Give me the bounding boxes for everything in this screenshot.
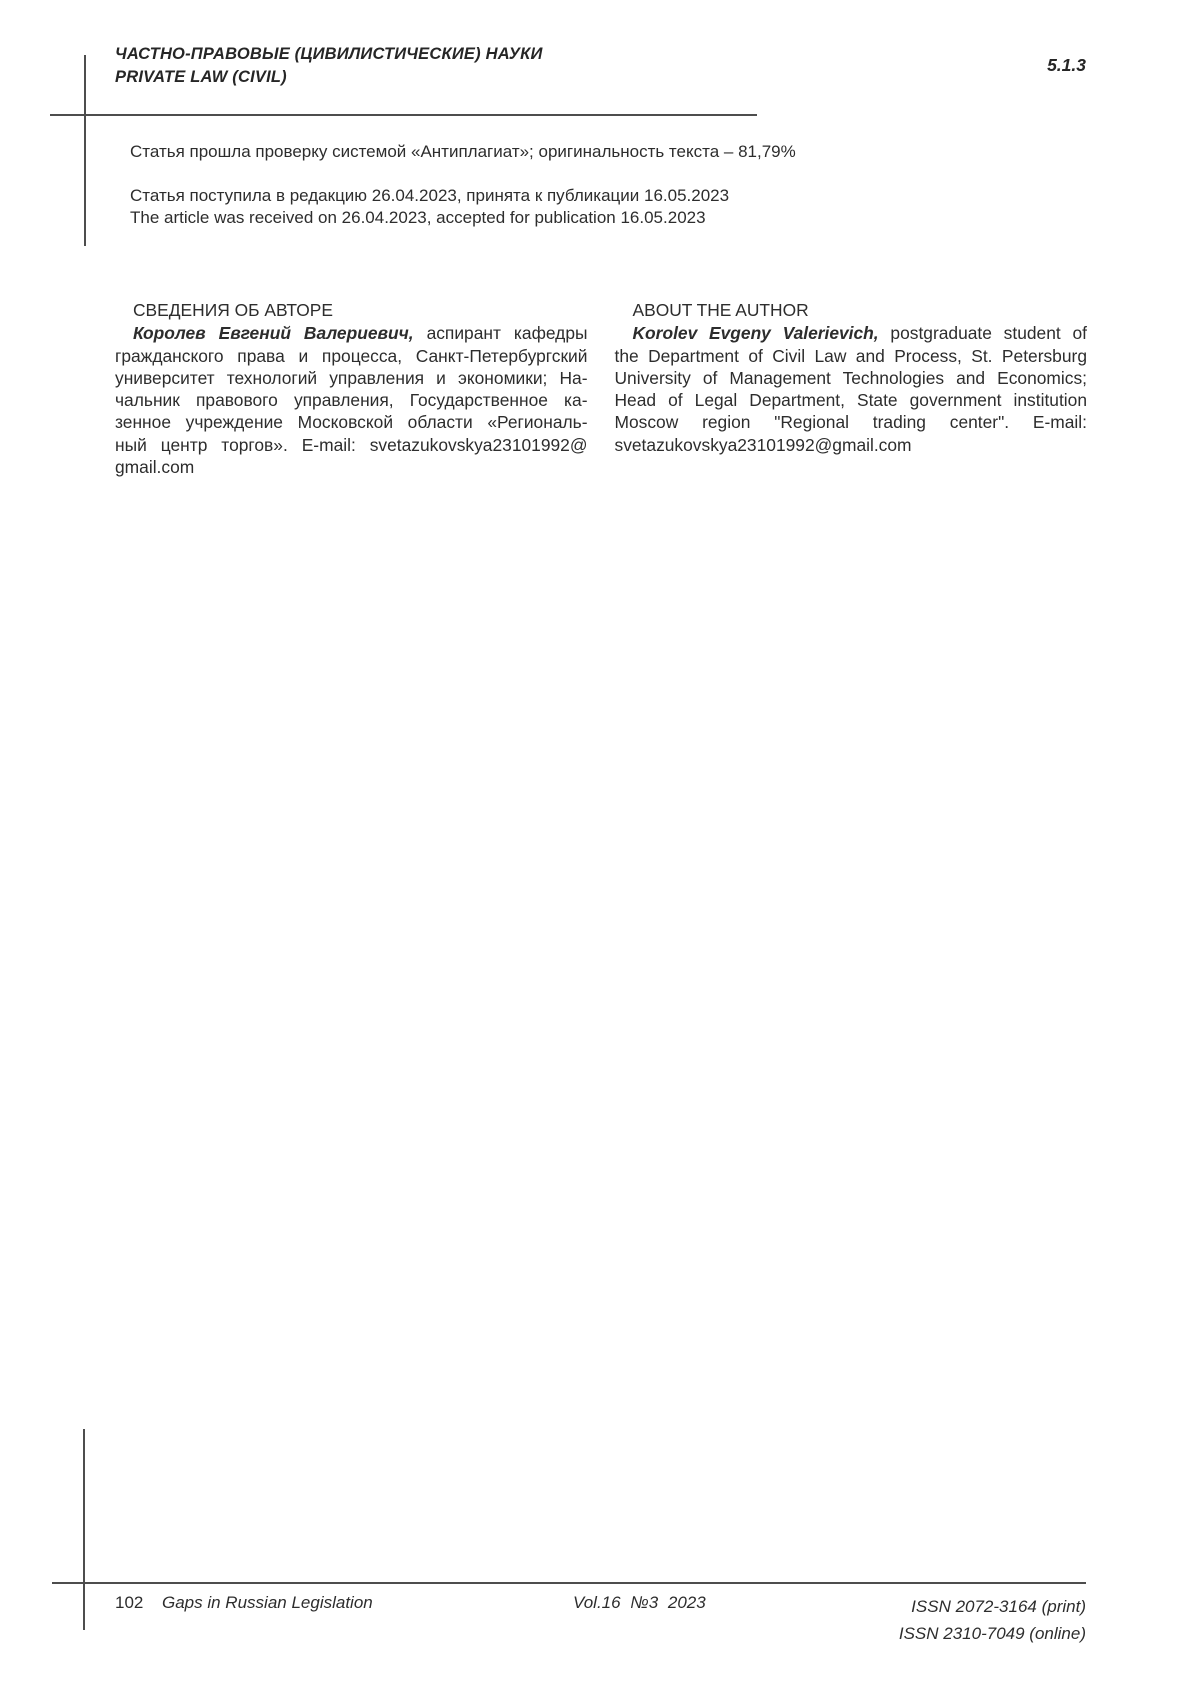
received-dates-en: The article was received on 26.04.2023, accepted for publication 16.05.2023 xyxy=(130,207,706,227)
footer-rule xyxy=(52,1582,1086,1584)
issn-online: ISSN 2310-7049 (online) xyxy=(898,1624,1086,1643)
header-rubric xyxy=(115,43,543,89)
about-author-ru-text xyxy=(115,345,588,479)
rubric-line-ru: ЧАСТНО-ПРАВОВЫЕ (ЦИВИЛИСТИЧЕСКИЕ) НАУКИ xyxy=(115,45,543,63)
journal-title: Gaps in Russian Legislation xyxy=(162,1593,373,1612)
page-number: 102 xyxy=(115,1593,144,1612)
about-ru-line: ный центр торгов». E-mail: svetazukovskya23101992@ xyxy=(115,434,588,455)
about-ru-first-line xyxy=(115,322,588,344)
margin-line-bottom xyxy=(83,1429,85,1630)
received-dates xyxy=(130,185,729,228)
about-ru-first-line-rest: аспирант кафедры xyxy=(426,323,588,344)
issn-block xyxy=(899,1593,1086,1647)
about-en-line: Head of Legal Department, State government institution xyxy=(614,390,1087,411)
about-en-line: Moscow region "Regional trading center". E-mail: xyxy=(614,412,1087,433)
about-ru-line: зенное учреждение Московской области «Региональ- xyxy=(115,412,588,433)
about-en-line: University of Management Technologies and Economics; xyxy=(614,367,1087,388)
about-author-en-heading: ABOUT THE AUTHOR xyxy=(632,300,809,320)
about-en-line: the Department of Civil Law and Process, St. Petersburg xyxy=(614,345,1087,366)
about-en-first-line-rest: postgraduate student of xyxy=(890,323,1087,344)
section-code: 5.1.3 xyxy=(1047,55,1086,75)
about-en-first-line xyxy=(615,322,1088,344)
author-name-ru: Королев Евгений Валериевич, xyxy=(133,323,414,344)
about-author-columns xyxy=(115,299,1087,478)
margin-line-top xyxy=(84,55,86,246)
about-en-line: svetazukovskya23101992@gmail.com xyxy=(614,434,912,455)
about-ru-line: gmail.com xyxy=(115,457,195,478)
volume-issue: Vol.16 №3 2023 xyxy=(573,1593,706,1612)
about-ru-line: университет технологий управления и экономики; На- xyxy=(115,367,588,388)
author-name-en: Korolev Evgeny Valerievich, xyxy=(632,323,879,344)
received-dates-ru: Статья поступила в редакцию 26.04.2023, принята к публикации 16.05.2023 xyxy=(130,186,730,205)
about-author-en-section xyxy=(615,299,1088,478)
about-author-en-text xyxy=(615,345,1088,456)
about-ru-line: гражданского права и процесса, Санкт-Петербургский xyxy=(115,345,588,366)
about-author-ru-heading: СВЕДЕНИЯ ОБ АВТОРЕ xyxy=(133,300,333,320)
rubric-line-en: PRIVATE LAW (CIVIL) xyxy=(115,68,287,86)
antiplagiat-notice: Статья прошла проверку системой «Антиплагиат»; оригинальность текста – 81,79% xyxy=(130,142,796,161)
about-ru-line: чальник правового управления, Государственное ка- xyxy=(115,390,588,411)
about-author-ru-section xyxy=(115,299,588,478)
issn-print: ISSN 2072-3164 (print) xyxy=(911,1597,1086,1616)
header-rule xyxy=(50,114,757,116)
